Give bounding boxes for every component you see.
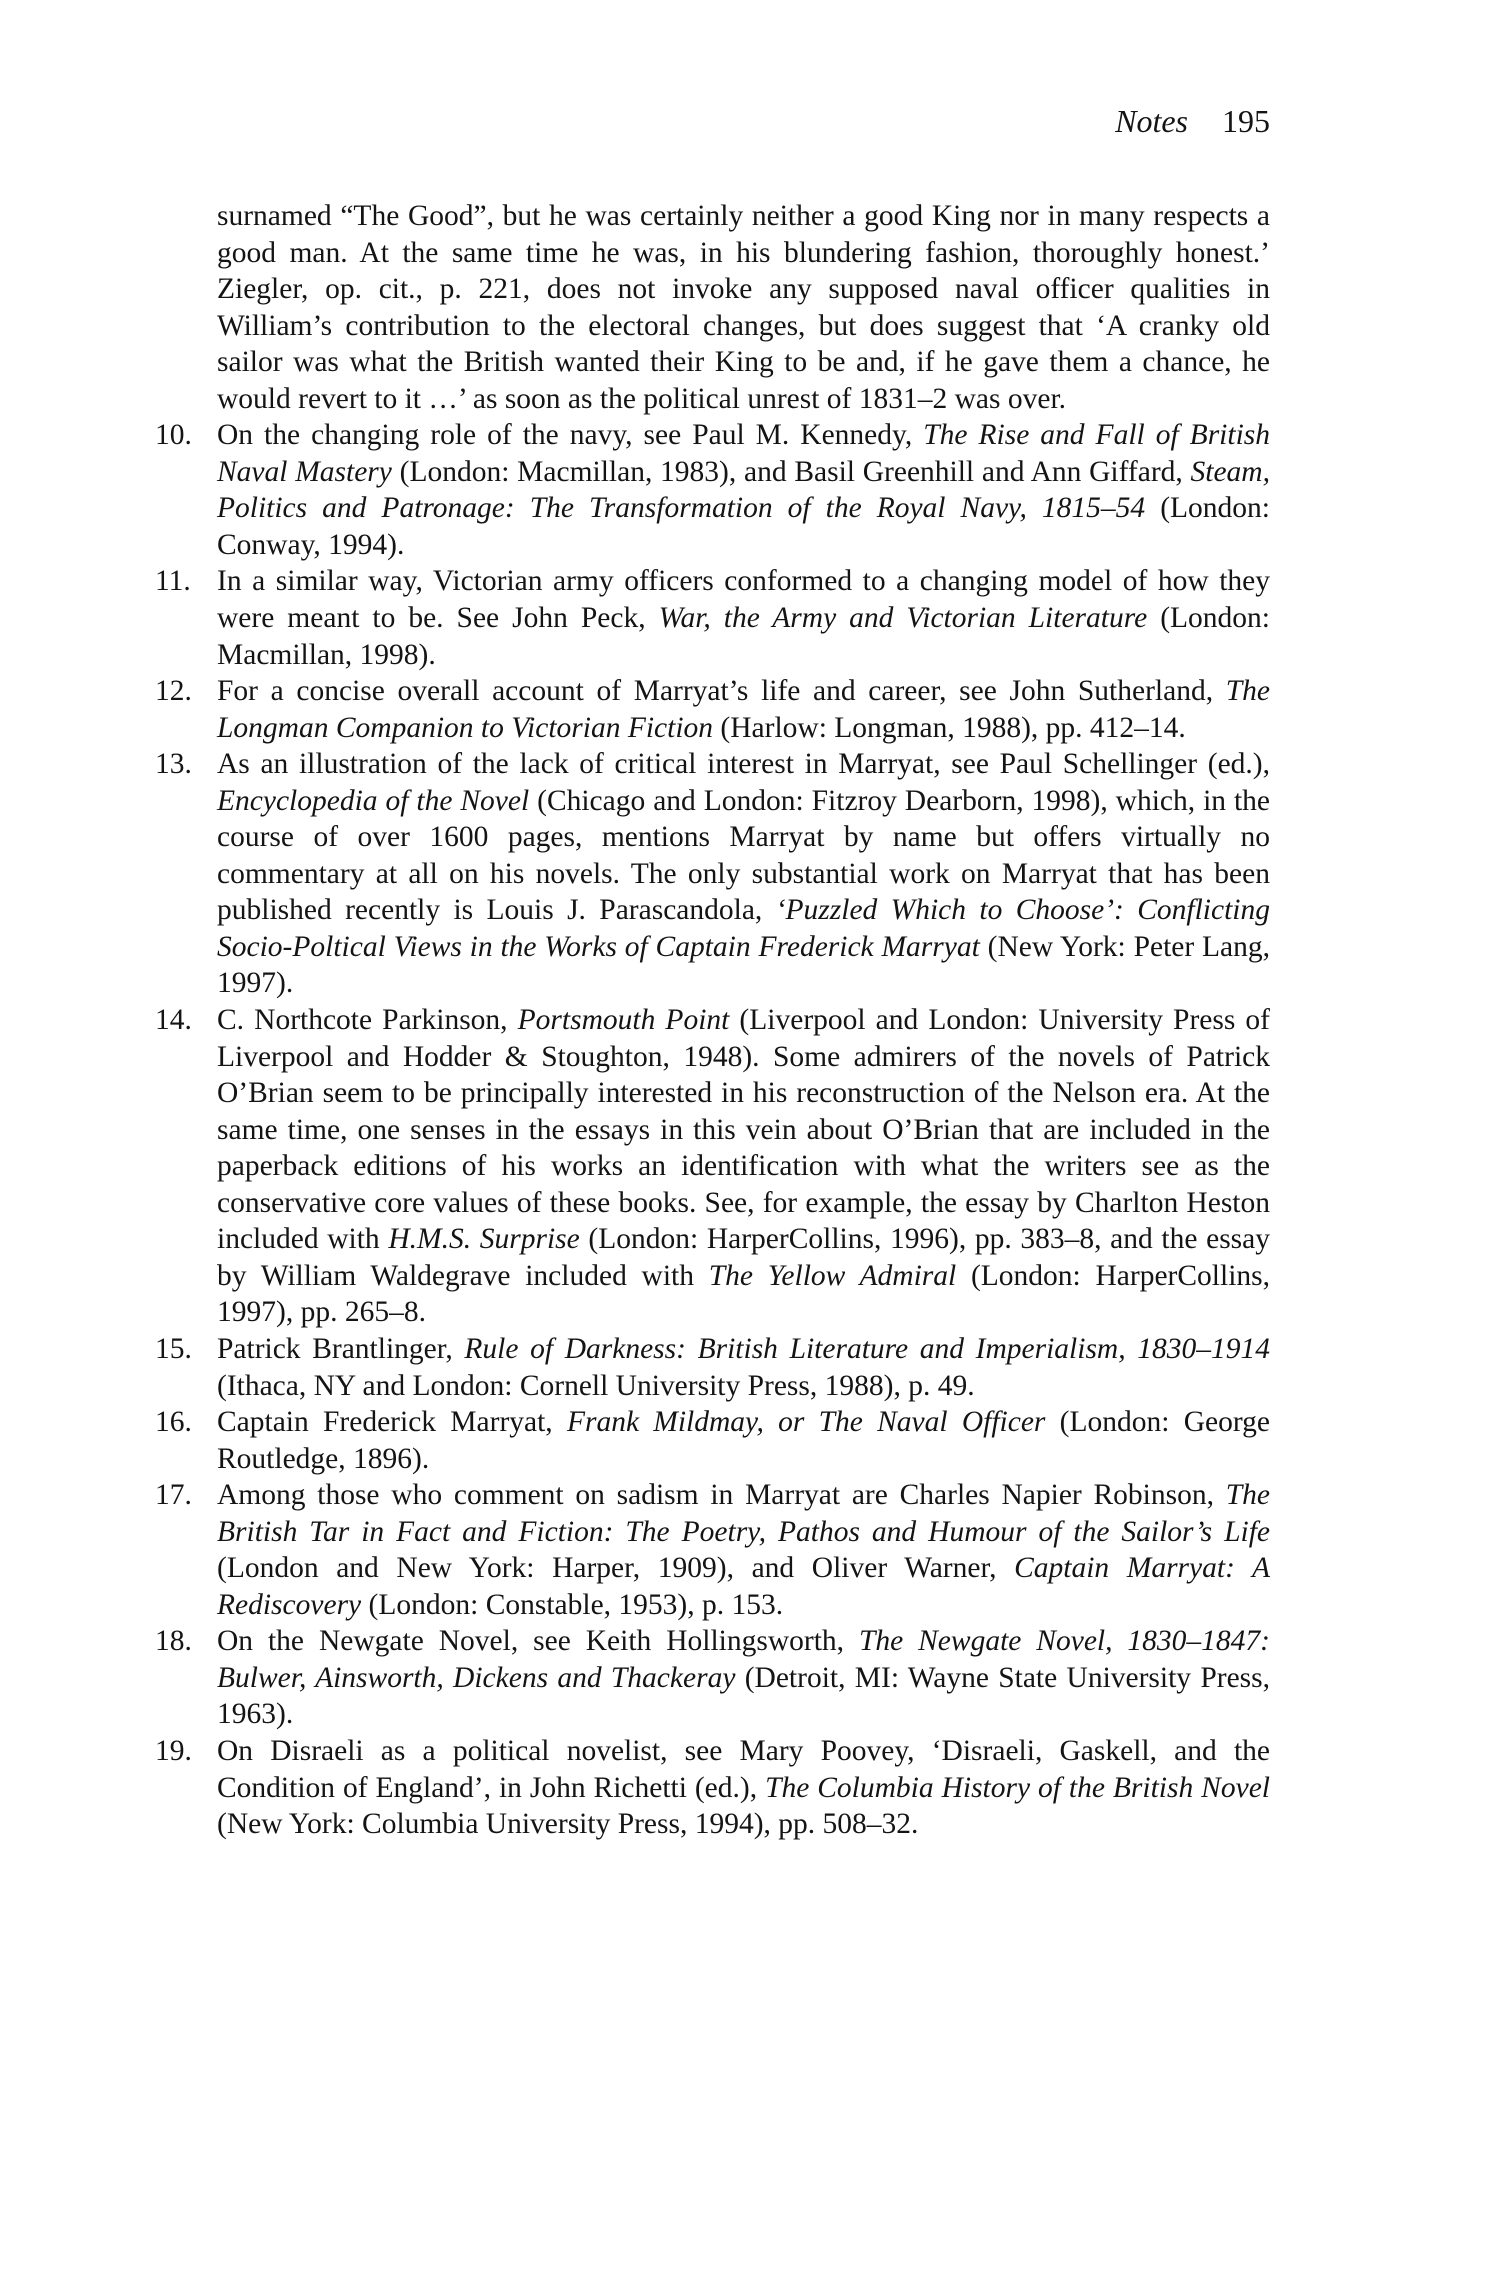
note-text xyxy=(217,1623,1270,1733)
text-run: (London: HarperCollins, 1997), pp. 265–8. xyxy=(217,1259,1270,1329)
text-run: (London: HarperCollins, 1996), pp. 383–8, and the essay by William Waldegrave included with xyxy=(217,1223,1270,1292)
text-run: Patrick Brantlinger, xyxy=(217,1332,465,1365)
continuation-paragraph xyxy=(217,198,1270,417)
note-item xyxy=(155,746,1270,1002)
note-number: 14. xyxy=(155,1004,192,1037)
running-header-title: Notes xyxy=(1115,103,1188,139)
note-item xyxy=(155,417,1270,563)
italic-title-text: The Rise and Fall of British Naval Mastery xyxy=(217,419,1270,488)
note-text xyxy=(217,746,1270,1002)
note-text xyxy=(217,1331,1270,1404)
italic-title-text: Encyclopedia of the Novel xyxy=(217,784,530,817)
note-item xyxy=(155,1733,1270,1843)
text-run: (London: Conway, 1994). xyxy=(217,492,1270,561)
text-run: (London: Macmillan, 1998). xyxy=(217,602,1270,671)
note-number: 12. xyxy=(155,675,192,708)
italic-title-text: ‘Puzzled Which to Choose’: Conflicting Socio-Poltical Views in the Works of Captain Frederick Marryat xyxy=(217,894,1270,963)
note-text xyxy=(217,417,1270,563)
note-text xyxy=(217,1002,1270,1331)
italic-title-text: Rule of Darkness: British Literature and Imperialism, 1830–1914 xyxy=(464,1332,1271,1365)
text-run: surnamed “The Good”, but he was certainly neither a good King nor in many respects a good man. At the same time he was, in his blundering fashion, thoroughly honest.’ Ziegler, op. cit., p. 221, does not invoke any supposed naval officer qualities in William’s contribution to the electoral changes, but does suggest that ‘A cranky old sailor was what the British wanted their King to be and, if he gave them a chance, he would revert to it …’ as soon as the political unrest of 1831–2 was over. xyxy=(217,200,1270,415)
text-run: C. Northcote Parkinson, xyxy=(217,1004,518,1037)
text-run: Among those who comment on sadism in Marryat are Charles Napier Robinson, xyxy=(217,1479,1226,1512)
note-text xyxy=(217,1477,1270,1623)
page-number: 195 xyxy=(1222,103,1270,139)
running-header xyxy=(155,102,1270,140)
text-run: In a similar way, Victorian army officers conformed to a changing model of how they were meant to be. See John Peck, xyxy=(217,565,1270,635)
italic-title-text: Captain Marryat: A Rediscovery xyxy=(217,1552,1270,1621)
note-item xyxy=(155,1002,1270,1331)
text-run: (Liverpool and London: University Press of Liverpool and Hodder & Stoughton, 1948). Some admirers of the novels of Patrick O’Brian seem to be principally interested in his reconstruction of the Nelson era. At the same time, one senses in the essays in this vein about O’Brian that are included in the paperback editions of his works an identification with what the writers see as the conservative core values of these books. See, for example, the essay by Charlton Heston included with xyxy=(217,1004,1270,1256)
note-number: 13. xyxy=(155,748,192,781)
note-number: 10. xyxy=(155,419,192,452)
italic-title-text: The Newgate Novel, 1830–1847: Bulwer, Ainsworth, Dickens and Thackeray xyxy=(217,1625,1270,1694)
note-item xyxy=(155,1331,1270,1404)
italic-title-text: The Yellow Admiral xyxy=(708,1259,957,1292)
note-text xyxy=(217,1404,1270,1477)
text-run: (Chicago and London: Fitzroy Dearborn, 1998), which, in the course of over 1600 pages, mentions Marryat by name but offers virtually no commentary at all on his novels. The only substantial work on Marryat that has been published recently is Louis J. Parascandola, xyxy=(217,784,1270,927)
italic-title-text: War, the Army and Victorian Literature xyxy=(658,602,1148,635)
notes-list xyxy=(155,417,1270,1842)
text-run: (London: George Routledge, 1896). xyxy=(217,1406,1270,1475)
text-run: (Ithaca, NY and London: Cornell University Press, 1988), p. 49. xyxy=(217,1369,975,1402)
italic-title-text: Portsmouth Point xyxy=(517,1004,730,1037)
note-text xyxy=(217,563,1270,673)
note-item xyxy=(155,563,1270,673)
text-run: On Disraeli as a political novelist, see Mary Poovey, ‘Disraeli, Gaskell, and the Condition of England’, in John Richetti (ed.), xyxy=(217,1734,1270,1804)
italic-title-text: The British Tar in Fact and Fiction: The Poetry, Pathos and Humour of the Sailor’s Life xyxy=(217,1479,1270,1548)
text-run: (Detroit, MI: Wayne State University Press, 1963). xyxy=(217,1661,1271,1731)
italic-title-text: The Longman Companion to Victorian Fiction xyxy=(217,675,1270,744)
text-run: (London: Macmillan, 1983), and Basil Greenhill and Ann Giffard, xyxy=(391,455,1191,488)
italic-title-text: H.M.S. Surprise xyxy=(388,1223,580,1256)
note-item xyxy=(155,1404,1270,1477)
text-run: For a concise overall account of Marryat’s life and career, see John Sutherland, xyxy=(217,675,1226,708)
note-number: 16. xyxy=(155,1406,192,1439)
italic-title-text: Steam, Politics and Patronage: The Transformation of the Royal Navy, 1815–54 xyxy=(217,455,1270,525)
note-number: 19. xyxy=(155,1734,192,1767)
text-run: (London: Constable, 1953), p. 153. xyxy=(361,1588,784,1621)
text-run: Captain Frederick Marryat, xyxy=(217,1406,567,1439)
text-run: As an illustration of the lack of critical interest in Marryat, see Paul Schellinger (ed.), xyxy=(217,748,1270,781)
note-number: 18. xyxy=(155,1625,192,1658)
text-run: On the changing role of the navy, see Paul M. Kennedy, xyxy=(217,419,924,452)
text-run: (Harlow: Longman, 1988), pp. 412–14. xyxy=(713,711,1186,744)
text-run: On the Newgate Novel, see Keith Hollingsworth, xyxy=(217,1625,859,1658)
note-text xyxy=(217,1733,1270,1843)
text-run: (London and New York: Harper, 1909), and Oliver Warner, xyxy=(217,1552,1015,1585)
note-number: 17. xyxy=(155,1479,192,1512)
note-number: 11. xyxy=(155,565,191,598)
note-number: 15. xyxy=(155,1332,192,1365)
notes-text-block xyxy=(155,198,1270,1843)
italic-title-text: The Columbia History of the British Novel xyxy=(765,1771,1270,1804)
italic-title-text: Frank Mildmay, or The Naval Officer xyxy=(566,1406,1046,1439)
note-item xyxy=(155,1623,1270,1733)
note-item xyxy=(155,1477,1270,1623)
text-run: (New York: Peter Lang, 1997). xyxy=(217,930,1270,1000)
text-run: (New York: Columbia University Press, 1994), pp. 508–32. xyxy=(217,1808,919,1841)
note-item xyxy=(155,673,1270,746)
note-text xyxy=(217,673,1270,746)
